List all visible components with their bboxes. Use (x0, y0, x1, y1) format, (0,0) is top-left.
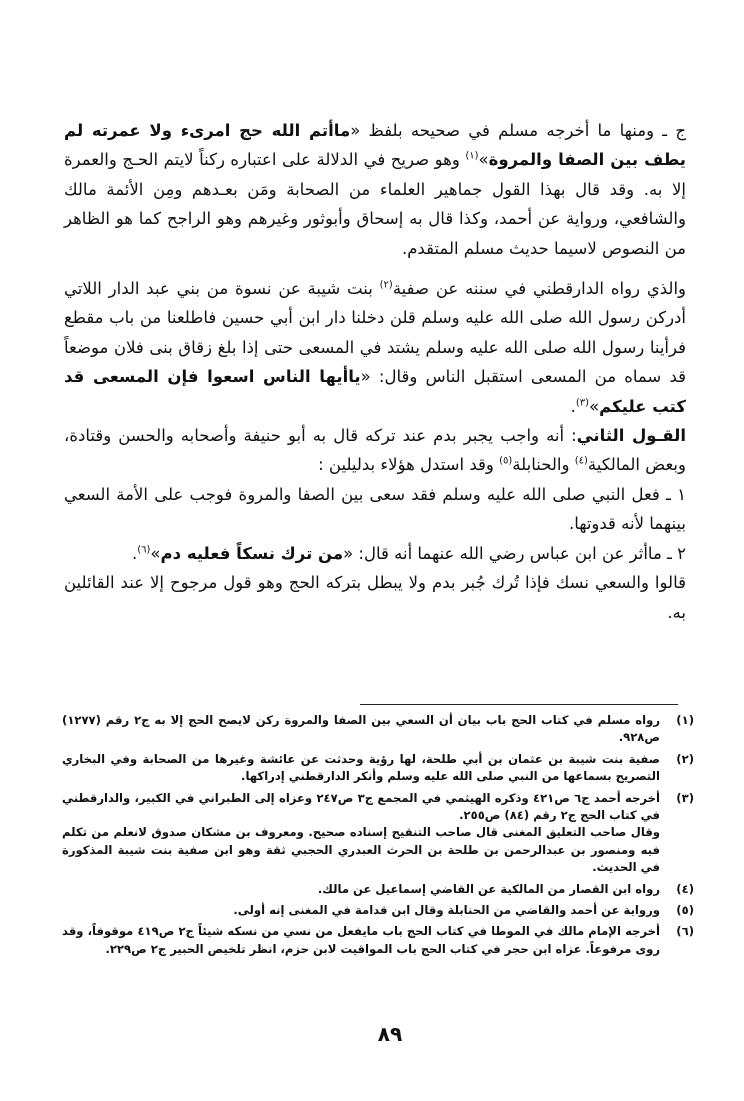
footnote-4 (62, 881, 694, 898)
text-run: قالوا والسعي نسك فإذا تُرك جُبر بدم ولا يبطل بتركه الحج وهو قول مرجوح إلا عند القائلين به. (64, 573, 686, 622)
text-run: ١ ـ فعل النبي صلى الله عليه وسلم فقد سعى بين الصفا والمروة فوجب على الأمة السعي بينهما لأنه قدوتها. (64, 484, 686, 534)
highlighted-quote: القـول الثاني (576, 426, 686, 446)
footnote-marker: (٤) (574, 455, 588, 467)
footnote-marker: (٢) (379, 279, 393, 291)
text-run: . (131, 543, 138, 563)
paragraph-6 (64, 568, 686, 627)
text-run: : أنه واجب يجبر بدم عند تركه قال به أبو حنيفة وأصحابه والحسن وقتادة، وبعض المالكية (64, 426, 686, 475)
page-number: ٨٩ (377, 1022, 403, 1046)
text-run: ج ـ ومنها ما أخرجه مسلم في صحيحه بلفظ « (350, 121, 687, 140)
footnote-text: رواه ابن القصار من المالكية عن القاضي إسماعيل عن مالك. (317, 881, 660, 896)
paragraph-4 (64, 480, 686, 539)
text-run: ٢ ـ ماأثر عن ابن عباس رضي الله عنهما أنه قال: « (343, 543, 686, 563)
footnote-text: أخرجه الإمام مالك في الموطا في كتاب الحج باب مايفعل من نسي من نسكه شيئاً ج٢ ص٤١٩ موقوفاً، وقد روى مرفوعاً. عزاه ابن حجر في كتاب الحج باب المواقيت لابن حزم، انظر تلخيص الحبير ج٢ ص٢٢٩. (62, 924, 661, 956)
footnote-number: (٦) (676, 924, 694, 939)
paragraph-5 (64, 539, 686, 568)
footnote-number: (٢) (676, 751, 694, 766)
highlighted-quote: ياأيها الناس اسعوا فإن المسعى قد كتب عليكم (64, 367, 686, 416)
footnote-number: (١) (676, 713, 694, 727)
footnote-number: (٥) (676, 903, 694, 918)
footnote-marker: (٦) (137, 544, 151, 556)
text-run: » (150, 543, 161, 563)
paragraph-3 (64, 421, 686, 480)
footnotes (62, 712, 694, 962)
footnote-3 (62, 790, 694, 877)
text-run: والحنابلة (512, 455, 575, 475)
footnote-marker: (١) (465, 150, 479, 162)
paragraph-2 (64, 274, 686, 421)
footnote-2 (62, 751, 694, 786)
highlighted-quote: من ترك نسكاً فعليه دم (160, 543, 344, 563)
text-run: . (570, 396, 576, 416)
text-run: » (589, 396, 600, 416)
footnote-text: أخرجه أحمد ج٦ ص٤٢١ وذكره الهيثمي في المجمع ج٣ ص٢٤٧ وعزاه إلى الطبراني في الكبير، والدارقطني في كتاب الحج ج٢ رقم (٨٤) ص٢٥٥. (62, 790, 660, 823)
main-text (64, 116, 686, 627)
footnote-number: (٣) (676, 790, 694, 805)
footnote-5 (62, 902, 694, 919)
paragraph-1 (64, 116, 686, 263)
text-run: » (478, 150, 489, 170)
footnote-text: صفية بنت شيبة بن عثمان بن أبي طلحة، لها رؤية وحدثت عن عائشة وغيرها من الصحابة وفي البخاري التصريح بسماعها من النبي صلى الله عليه وسلم وأنكر الدارقطني إدراكها. (62, 751, 660, 784)
footnote-text: وقال صاحب التعليق المغنى قال صاحب التنقيح إسناده صحيح. ومعروف بن مشكان صدوق لانعلم من تكلم فيه ومنصور بن عبدالرحمن بن طلحة بن الحرث العبدري الحجبي ثقة وهو ابن صفية بنت شيبة المذكورة في الحديث. (62, 825, 660, 875)
footnote-marker: (٣) (575, 397, 590, 409)
text-run: بنت شيبة عن نسوة من بني عبد الدار اللاتي أدركن رسول الله صلى الله عليه وسلم قلن دخلنا دار ابن أبي حسين فاطلعنا من باب مقطع فرأينا رسول الله صلى الله عليه وسلم يشتد في المسعى حتى إذا بلغ زقاق بنى فلان موضعاً قد سماه من المسعى استقبل الناس وقال: « (64, 279, 686, 387)
footnote-1 (62, 712, 694, 747)
footnote-divider (360, 704, 678, 705)
footnote-number: (٤) (676, 881, 694, 896)
footnote-marker: (٥) (499, 455, 513, 467)
text-run: وهو صريح في الدلالة على اعتباره ركناً لايتم الحـج والعمرة إلا به. وقد قال بهذا القول جماهير العلماء من الصحابة ومَن بعـدهم ومِن الأئمة مالك والشافعي، ورواية عن أحمد، وكذا قال به إسحاق وأبوثور وغيرهم وهو الراجح كما هو الظاهر من النصوص لاسيما حديث مسلم المتقدم. (64, 150, 686, 258)
footnote-text: رواه مسلم في كتاب الحج باب بيان أن السعي بين الصفا والمروة ركن لايصح الحج إلا به ج٢ رقم (١٢٧٧) ص٩٢٨. (62, 713, 661, 745)
footnote-6 (62, 923, 694, 958)
text-run: وقد استدل هؤلاء بدليلين : (318, 455, 500, 475)
footnote-text: ورواية عن أحمد والقاضي من الحنابلة وقال ابن قدامة في المغنى إنه أولى. (233, 903, 660, 918)
text-run: والذي رواه الدارقطني في سننه عن صفية (392, 279, 686, 299)
highlighted-quote: ماأتم الله حج امرىء ولا عمرته لم يطف بين الصفا والمروة (64, 121, 686, 170)
